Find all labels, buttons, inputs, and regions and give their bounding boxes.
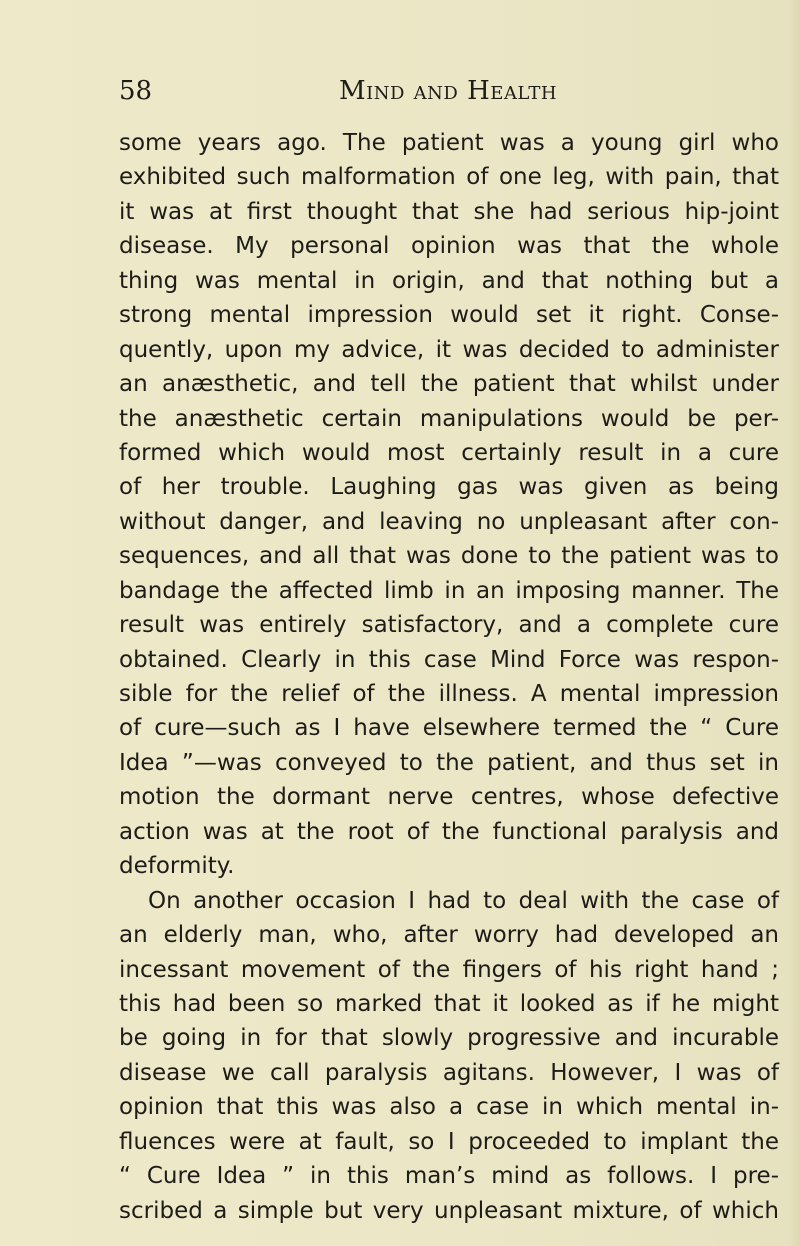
text-line: strong mental impression would set it right. Conse- — [119, 302, 779, 329]
text-line: an anæsthetic, and tell the patient that whilst under — [119, 371, 779, 398]
text-line: result was entirely satisfactory, and a complete cure — [119, 612, 779, 639]
text-line: the anæsthetic certain manipulations would be per- — [119, 405, 779, 432]
text-line: obtained. Clearly in this case Mind Force was respon- — [119, 646, 779, 673]
text-line: be going in for that slowly progressive and incurable — [119, 1025, 779, 1052]
paragraph-end-line: deformity. — [119, 853, 235, 880]
text-line: this had been so marked that it looked as if he might — [119, 990, 779, 1017]
page-header — [119, 74, 639, 114]
body-text — [119, 126, 779, 1228]
text-line: thing was mental in origin, and that nothing but a — [119, 267, 779, 294]
text-line: some years ago. The patient was a young girl who — [119, 130, 779, 156]
text-line: of cure—such as I have elsewhere termed the “ Cure — [119, 715, 779, 742]
text-line: incessant movement of the fingers of his right hand ; — [119, 956, 779, 983]
paragraph-start-line: On another occasion I had to deal with the case of — [148, 887, 779, 914]
text-line: scribed a simple but very unpleasant mixture, of which — [119, 1197, 779, 1224]
text-line: disease we call paralysis agitans. However, I was of — [119, 1059, 779, 1086]
page-number: 58 — [119, 76, 153, 106]
text-line: sequences, and all that was done to the patient was to — [119, 543, 779, 570]
text-line: action was at the root of the functional paralysis and — [119, 818, 779, 845]
page-edge-shadow — [788, 0, 800, 1246]
text-line: fluences were at fault, so I proceeded to implant the — [119, 1128, 779, 1155]
running-title: Mind and Health — [339, 76, 558, 106]
text-line: formed which would most certainly result in a cure — [119, 439, 779, 466]
text-line: quently, upon my advice, it was decided to administer — [119, 336, 779, 363]
text-line: Idea ”—was conveyed to the patient, and thus set in — [119, 749, 779, 776]
text-line: “ Cure Idea ” in this man’s mind as follows. I pre- — [119, 1163, 779, 1190]
text-line: of her trouble. Laughing gas was given as being — [119, 474, 779, 501]
text-line: without danger, and leaving no unpleasant after con- — [119, 508, 779, 535]
text-line: bandage the affected limb in an imposing manner. The — [119, 577, 779, 604]
text-line: motion the dormant nerve centres, whose defective — [119, 784, 779, 811]
text-line: exhibited such malformation of one leg, with pain, that — [119, 164, 779, 191]
text-line: sible for the relief of the illness. A mental impression — [119, 681, 779, 707]
text-line: opinion that this was also a case in which mental in- — [119, 1094, 779, 1121]
text-line: an elderly man, who, after worry had developed an — [119, 922, 779, 949]
text-line: disease. My personal opinion was that the whole — [119, 233, 779, 260]
text-line: it was at first thought that she had serious hip-joint — [119, 198, 779, 225]
